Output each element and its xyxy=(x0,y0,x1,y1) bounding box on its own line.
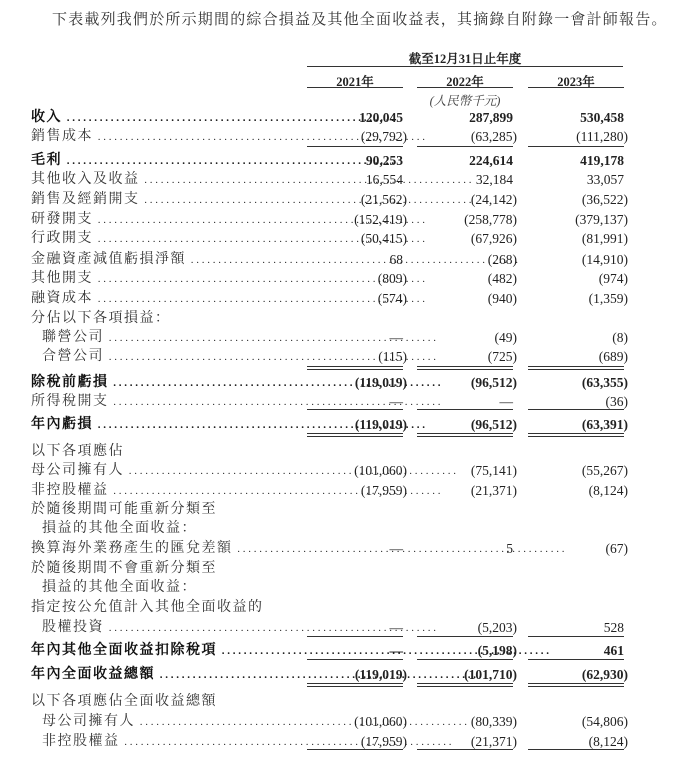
value-2023: (974) xyxy=(598,271,628,286)
value-2022: (80,339) xyxy=(470,714,517,729)
underline xyxy=(528,659,624,660)
value-2022: (725) xyxy=(487,349,517,364)
row-label xyxy=(31,482,214,500)
row-label-text: 所得稅開支 xyxy=(31,394,109,409)
row-label-text: 換算海外業務產生的匯兌差額 xyxy=(31,541,233,556)
row-label-text: 以下各項應佔 xyxy=(31,444,124,459)
row-label-text: 行政開支 xyxy=(31,231,93,246)
value-2022: (75,141) xyxy=(470,463,517,478)
value-2022: (96,512) xyxy=(470,375,517,390)
value-2023: (63,391) xyxy=(581,417,628,432)
row-label xyxy=(42,329,214,347)
value-2021: (152,419) xyxy=(354,212,407,227)
row-label xyxy=(31,191,214,209)
table-row xyxy=(0,599,700,617)
value-2023: (62,930) xyxy=(581,667,628,682)
row-label xyxy=(31,251,214,269)
underline xyxy=(417,146,513,147)
value-2021: 120,045 xyxy=(359,110,403,125)
value-2022: (96,512) xyxy=(470,417,517,432)
row-label xyxy=(31,560,217,578)
row-label-text: 金融資產減值虧損淨額 xyxy=(31,252,186,267)
row-label-text: 股權投資 xyxy=(42,620,104,635)
underline xyxy=(528,409,624,410)
value-2022: (482) xyxy=(487,271,517,286)
value-2022: 287,899 xyxy=(469,110,513,125)
row-label xyxy=(42,619,214,637)
value-2023: 528 xyxy=(603,620,624,635)
value-2023: 461 xyxy=(603,643,624,658)
table-row xyxy=(0,443,700,461)
table-row xyxy=(0,329,700,347)
row-label xyxy=(31,416,214,434)
row-label-text: 融資成本 xyxy=(31,291,93,306)
value-2022: (63,285) xyxy=(470,129,517,144)
year-rule xyxy=(417,87,513,88)
row-label xyxy=(31,443,214,461)
table-row xyxy=(0,579,700,597)
value-2022: (5,198) xyxy=(477,643,517,658)
table-row xyxy=(0,462,700,480)
row-label-text: 損益的其他全面收益： xyxy=(42,580,197,595)
row-label xyxy=(31,599,264,617)
value-2023: (36) xyxy=(605,394,628,409)
value-2021: (574) xyxy=(377,291,407,306)
table-row xyxy=(0,619,700,637)
underline xyxy=(307,659,403,660)
value-2022: (268) xyxy=(487,252,517,267)
value-2022: (21,371) xyxy=(470,734,517,749)
value-2022: (49) xyxy=(494,330,517,345)
table-row xyxy=(0,109,700,127)
table-row xyxy=(0,560,700,578)
row-label xyxy=(31,109,214,127)
table-row xyxy=(0,482,700,500)
value-2023: (379,137) xyxy=(575,212,628,227)
table-row xyxy=(0,251,700,269)
value-2021: (17,959) xyxy=(360,734,407,749)
value-2022: (101,710) xyxy=(464,667,517,682)
value-2023: (8,124) xyxy=(588,734,628,749)
row-label-text: 於隨後期間不會重新分類至 xyxy=(31,561,217,576)
table-row xyxy=(0,211,700,229)
underline xyxy=(417,636,513,637)
value-2022: 224,614 xyxy=(469,153,513,168)
row-label-text: 研發開支 xyxy=(31,212,93,227)
value-2023: (14,910) xyxy=(581,252,628,267)
year-rule xyxy=(307,87,403,88)
header-rule xyxy=(307,66,623,67)
table-row xyxy=(0,374,700,392)
value-2021: (119,019) xyxy=(354,667,407,682)
double-underline xyxy=(528,366,624,370)
value-2021: (17,959) xyxy=(360,483,407,498)
underline xyxy=(307,636,403,637)
row-label xyxy=(42,520,214,538)
year-rule xyxy=(528,87,624,88)
table-row xyxy=(0,693,700,711)
row-label-text: 年內虧損 xyxy=(31,417,93,432)
value-2021: (50,415) xyxy=(360,231,407,246)
row-label-text: 銷售及經銷開支 xyxy=(31,192,140,207)
table-row xyxy=(0,310,700,328)
table-row xyxy=(0,191,700,209)
table-row xyxy=(0,270,700,288)
table-row xyxy=(0,713,700,731)
table-row xyxy=(0,128,700,146)
table-row xyxy=(0,501,700,519)
value-2023: (8,124) xyxy=(588,483,628,498)
value-2022: (67,926) xyxy=(470,231,517,246)
value-2023: (54,806) xyxy=(581,714,628,729)
row-label xyxy=(31,693,217,711)
table-row xyxy=(0,230,700,248)
double-underline xyxy=(528,683,624,687)
value-2021: (101,060) xyxy=(354,463,407,478)
row-label xyxy=(42,579,214,597)
row-label xyxy=(31,211,214,229)
row-label xyxy=(42,713,214,731)
row-label-text: 非控股權益 xyxy=(42,734,120,749)
double-underline xyxy=(417,433,513,437)
value-2023: (67) xyxy=(605,541,628,556)
table-row xyxy=(0,642,700,660)
underline xyxy=(417,749,513,750)
double-underline xyxy=(528,433,624,437)
value-2023: (689) xyxy=(598,349,628,364)
value-2022: (258,778) xyxy=(464,212,517,227)
row-label-text: 指定按公允值計入其他全面收益的 xyxy=(31,600,264,615)
row-label-text: 年內全面收益總額 xyxy=(31,667,155,682)
value-2021: — xyxy=(389,541,403,556)
double-underline xyxy=(307,366,403,370)
row-label-text: 於隨後期間可能重新分類至 xyxy=(31,502,217,517)
table-row xyxy=(0,416,700,434)
value-2022: (5,203) xyxy=(477,620,517,635)
underline xyxy=(528,146,624,147)
value-2021: — xyxy=(389,643,403,658)
currency-unit: (人民幣千元) xyxy=(429,94,501,108)
value-2021: 16,554 xyxy=(365,172,403,187)
value-2021: — xyxy=(389,620,403,635)
table-row xyxy=(0,540,700,558)
table-row xyxy=(0,666,700,684)
value-2021: (101,060) xyxy=(354,714,407,729)
underline xyxy=(307,409,403,410)
row-label xyxy=(31,462,214,480)
table-row xyxy=(0,520,700,538)
value-2021: — xyxy=(389,394,403,409)
double-underline xyxy=(307,433,403,437)
row-label xyxy=(31,230,214,248)
value-2022: (21,371) xyxy=(470,483,517,498)
row-label-text: 年內其他全面收益扣除稅項 xyxy=(31,643,217,658)
year-2021-header: 2021年 xyxy=(336,75,374,89)
underline xyxy=(417,409,513,410)
row-label-text: 收入 xyxy=(31,110,62,125)
underline xyxy=(528,749,624,750)
row-label-text: 合營公司 xyxy=(42,349,104,364)
row-label-text: 其他收入及收益 xyxy=(31,172,140,187)
row-label xyxy=(31,290,214,308)
value-2022: (24,142) xyxy=(470,192,517,207)
period-heading: 截至12月31日止年度 xyxy=(408,52,522,66)
value-2023: 530,458 xyxy=(580,110,624,125)
intro-text: 下表載列我們於所示期間的綜合損益及其他全面收益表，其摘錄自附錄一會計師報告。 xyxy=(52,12,668,28)
row-label xyxy=(31,374,214,392)
row-label xyxy=(31,501,217,519)
value-2023: 419,178 xyxy=(580,153,624,168)
year-2022-header: 2022年 xyxy=(446,75,484,89)
value-2023: (111,280) xyxy=(576,129,628,144)
value-2021: (29,792) xyxy=(360,129,407,144)
row-label xyxy=(42,348,214,366)
row-label xyxy=(42,733,214,751)
table-row xyxy=(0,348,700,366)
row-label xyxy=(31,642,217,660)
row-label xyxy=(31,310,214,328)
value-2021: (21,562) xyxy=(360,192,407,207)
row-label-text: 損益的其他全面收益： xyxy=(42,521,197,536)
table-row xyxy=(0,152,700,170)
underline xyxy=(528,636,624,637)
value-2021: (809) xyxy=(377,271,407,286)
row-label xyxy=(31,171,214,189)
table-row xyxy=(0,290,700,308)
row-label-text: 除稅前虧損 xyxy=(31,375,109,390)
double-underline xyxy=(307,683,403,687)
row-label-text: 非控股權益 xyxy=(31,483,109,498)
year-2023-header: 2023年 xyxy=(557,75,595,89)
double-underline xyxy=(417,683,513,687)
value-2023: (36,522) xyxy=(581,192,628,207)
row-label-text: 以下各項應佔全面收益總額 xyxy=(31,694,217,709)
row-label xyxy=(31,270,214,288)
row-label-text: 母公司擁有人 xyxy=(42,714,135,729)
row-label-text: 母公司擁有人 xyxy=(31,463,124,478)
underline xyxy=(307,749,403,750)
value-2021: (119,019) xyxy=(354,417,407,432)
table-row xyxy=(0,171,700,189)
value-2023: (1,359) xyxy=(588,291,628,306)
value-2021: — xyxy=(389,330,403,345)
row-label xyxy=(31,393,214,411)
value-2023: (8) xyxy=(612,330,628,345)
row-label-text: 其他開支 xyxy=(31,271,93,286)
row-label-text: 銷售成本 xyxy=(31,129,93,144)
double-underline xyxy=(417,366,513,370)
row-label xyxy=(31,666,214,684)
value-2023: 33,057 xyxy=(586,172,624,187)
value-2021: 90,253 xyxy=(365,153,403,168)
underline xyxy=(417,659,513,660)
row-label-text: 聯營公司 xyxy=(42,330,104,345)
value-2021: 68 xyxy=(389,252,403,267)
value-2023: (55,267) xyxy=(581,463,628,478)
underline xyxy=(307,146,403,147)
value-2022: (940) xyxy=(487,291,517,306)
row-label xyxy=(31,128,214,146)
row-label xyxy=(31,540,233,558)
value-2022: 5 xyxy=(506,541,513,556)
row-label xyxy=(31,152,214,170)
value-2022: — xyxy=(499,394,513,409)
value-2023: (63,355) xyxy=(581,375,628,390)
value-2021: (115) xyxy=(378,349,407,364)
row-label-text: 毛利 xyxy=(31,153,62,168)
value-2023: (81,991) xyxy=(581,231,628,246)
value-2022: 32,184 xyxy=(475,172,513,187)
value-2021: (119,019) xyxy=(354,375,407,390)
row-label-text: 分佔以下各項損益： xyxy=(31,311,171,326)
